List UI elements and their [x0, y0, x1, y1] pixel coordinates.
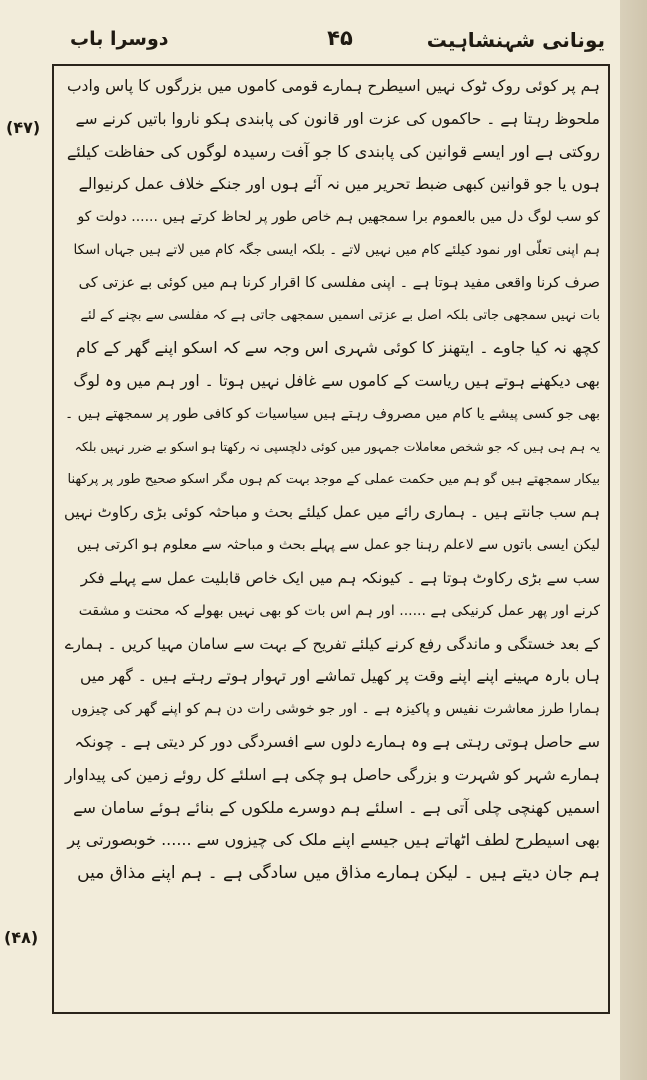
text-line: ہوں یا جو قوانین کبھی ضبط تحریر میں نہ آئے ہوں اور جنکے خلاف عمل کرنیوالے: [78, 175, 600, 194]
text-line: بیکار سمجھتے ہیں گو ہم میں حکمت عملی کے موجد بہت کم ہوں مگر اسکو صحیح طور پر پرکھنا: [67, 471, 600, 487]
text-line: ہم اپنی تعلّی اور نمود کیلئے کام میں نہیں لاتے ۔ بلکہ ایسی جگہ کام میں لاتے ہیں جہاں اسکا: [73, 241, 600, 258]
text-line: کے بعد خستگی و ماندگی رفع کرنے کیلئے تفریح کے بہت سے سامان مہیا کریں ۔ ہمارے: [64, 634, 600, 653]
text-line: لیکن ایسی باتوں سے لاعلم رہنا جو عمل سے پہلے بحث و مباحثہ سے معلوم ہو اکرتی ہیں: [76, 537, 600, 554]
text-line: اسمیں کھنچی چلی آتی ہے ۔ اسلئے ہم دوسرے ملکوں کے بنائے ہوئے سامان سے: [73, 797, 600, 817]
text-line: یہ ہم ہی ہیں کہ جو شخص معاملات جمہور میں کوئی دلچسپی نہ رکھتا ہو اسکو بے ضرر نہیں بلکہ: [74, 438, 600, 454]
text-line: بھی اسیطرح لطف اٹھاتے ہیں جیسے اپنے ملک کی چیزوں سے ...... خوبصورتی پر: [67, 830, 600, 850]
text-line: ہمارا طرز معاشرت نفیس و پاکیزہ ہے ۔ اور جو خوشی رات دن ہم کو اپنے گھر کی چیزوں: [71, 701, 600, 718]
body-text: [64, 70, 600, 890]
text-line: ہم جان دیتے ہیں ۔ لیکن ہمارے مذاق میں سادگی ہے ۔ ہم اپنے مذاق میں: [77, 863, 600, 884]
text-line: ہاں بارہ مہینے اپنے اپنے وقت پر کھیل تماشے اور تہوار ہوتے رہتے ہیں ۔ گھر میں: [80, 667, 600, 686]
chapter-title: دوسرا باب: [70, 28, 169, 50]
margin-marker: (۴۸): [4, 928, 39, 947]
text-line: بھی دیکھنے ہوتے ہیں ریاست کے کاموں سے غافل نہیں ہوتا ۔ اور ہم میں وہ لوگ: [73, 372, 600, 391]
page-header: [60, 24, 620, 64]
text-line: ملحوظ رہتا ہے ۔ حاکموں کی عزت اور قانون کی پابندی ہکو ناروا باتیں کرنے سے: [75, 109, 600, 128]
text-line: ہم پر کوئی روک ٹوک نہیں اسیطرح ہمارے قومی کاموں میں بزرگوں کا پاس وادب: [66, 77, 600, 95]
text-line: کو سب لوگ دل میں بالعموم برا سمجھیں ہم خاص طور پر لحاظ کرتے ہیں ...... دولت کو: [77, 209, 600, 226]
text-line: سے حاصل ہوتی رہتی ہے وہ ہمارے دلوں سے افسردگی دور کر دیتی ہے ۔ چونکہ: [74, 732, 600, 751]
text-line: ہمارے شہر کو شہرت و بزرگی حاصل ہو چکی ہے اسلئے کل روئے زمین کی پیداوار: [64, 765, 600, 784]
text-line: کچھ نہ کیا جاوے ۔ ایتھنز کا کوئی شہری اس وجہ سے کہ اسکو اپنے گھر کے کام: [76, 338, 600, 358]
book-title: یونانی شہنشاہیت: [426, 28, 605, 52]
text-line: کرنے اور پھر عمل کرنیکی ہے ...... اور ہم اس بات کو بھی نہیں بھولے کہ محنت و مشقت: [78, 602, 600, 619]
page-number: ۴۵: [327, 26, 353, 50]
page-edge: [620, 0, 647, 1080]
margin-marker: (۴۷): [6, 118, 41, 137]
text-line: بھی جو کسی پیشے یا کام میں مصروف رہتے ہیں سیاسیات کو کافی طور پر سمجھتے ہیں ۔: [64, 405, 600, 422]
text-line: روکتی ہے اور ایسے قوانین کی پابندی کا جو آفت رسیدہ لوگوں کی حفاظت کیلئے: [66, 141, 600, 161]
text-line: ہم سب جانتے ہیں ۔ ہماری رائے میں عمل کیلئے بحث و مباحثہ کوئی بڑی رکاوٹ نہیں: [64, 503, 600, 522]
text-line: سب سے بڑی رکاوٹ ہوتا ہے ۔ کیونکہ ہم میں ایک خاص قابلیت عمل سے پہلے فکر: [80, 568, 600, 587]
text-line: بات نہیں سمجھی جاتی بلکہ اصل بے عزتی اسمیں سمجھی جاتی ہے کہ مفلسی سے بچنے کے لئے: [80, 307, 600, 323]
text-line: صرف کرنا واقعی مفید ہوتا ہے ۔ اپنی مفلسی کا اقرار کرنا ہم میں کوئی بے عزتی کی: [78, 274, 600, 291]
